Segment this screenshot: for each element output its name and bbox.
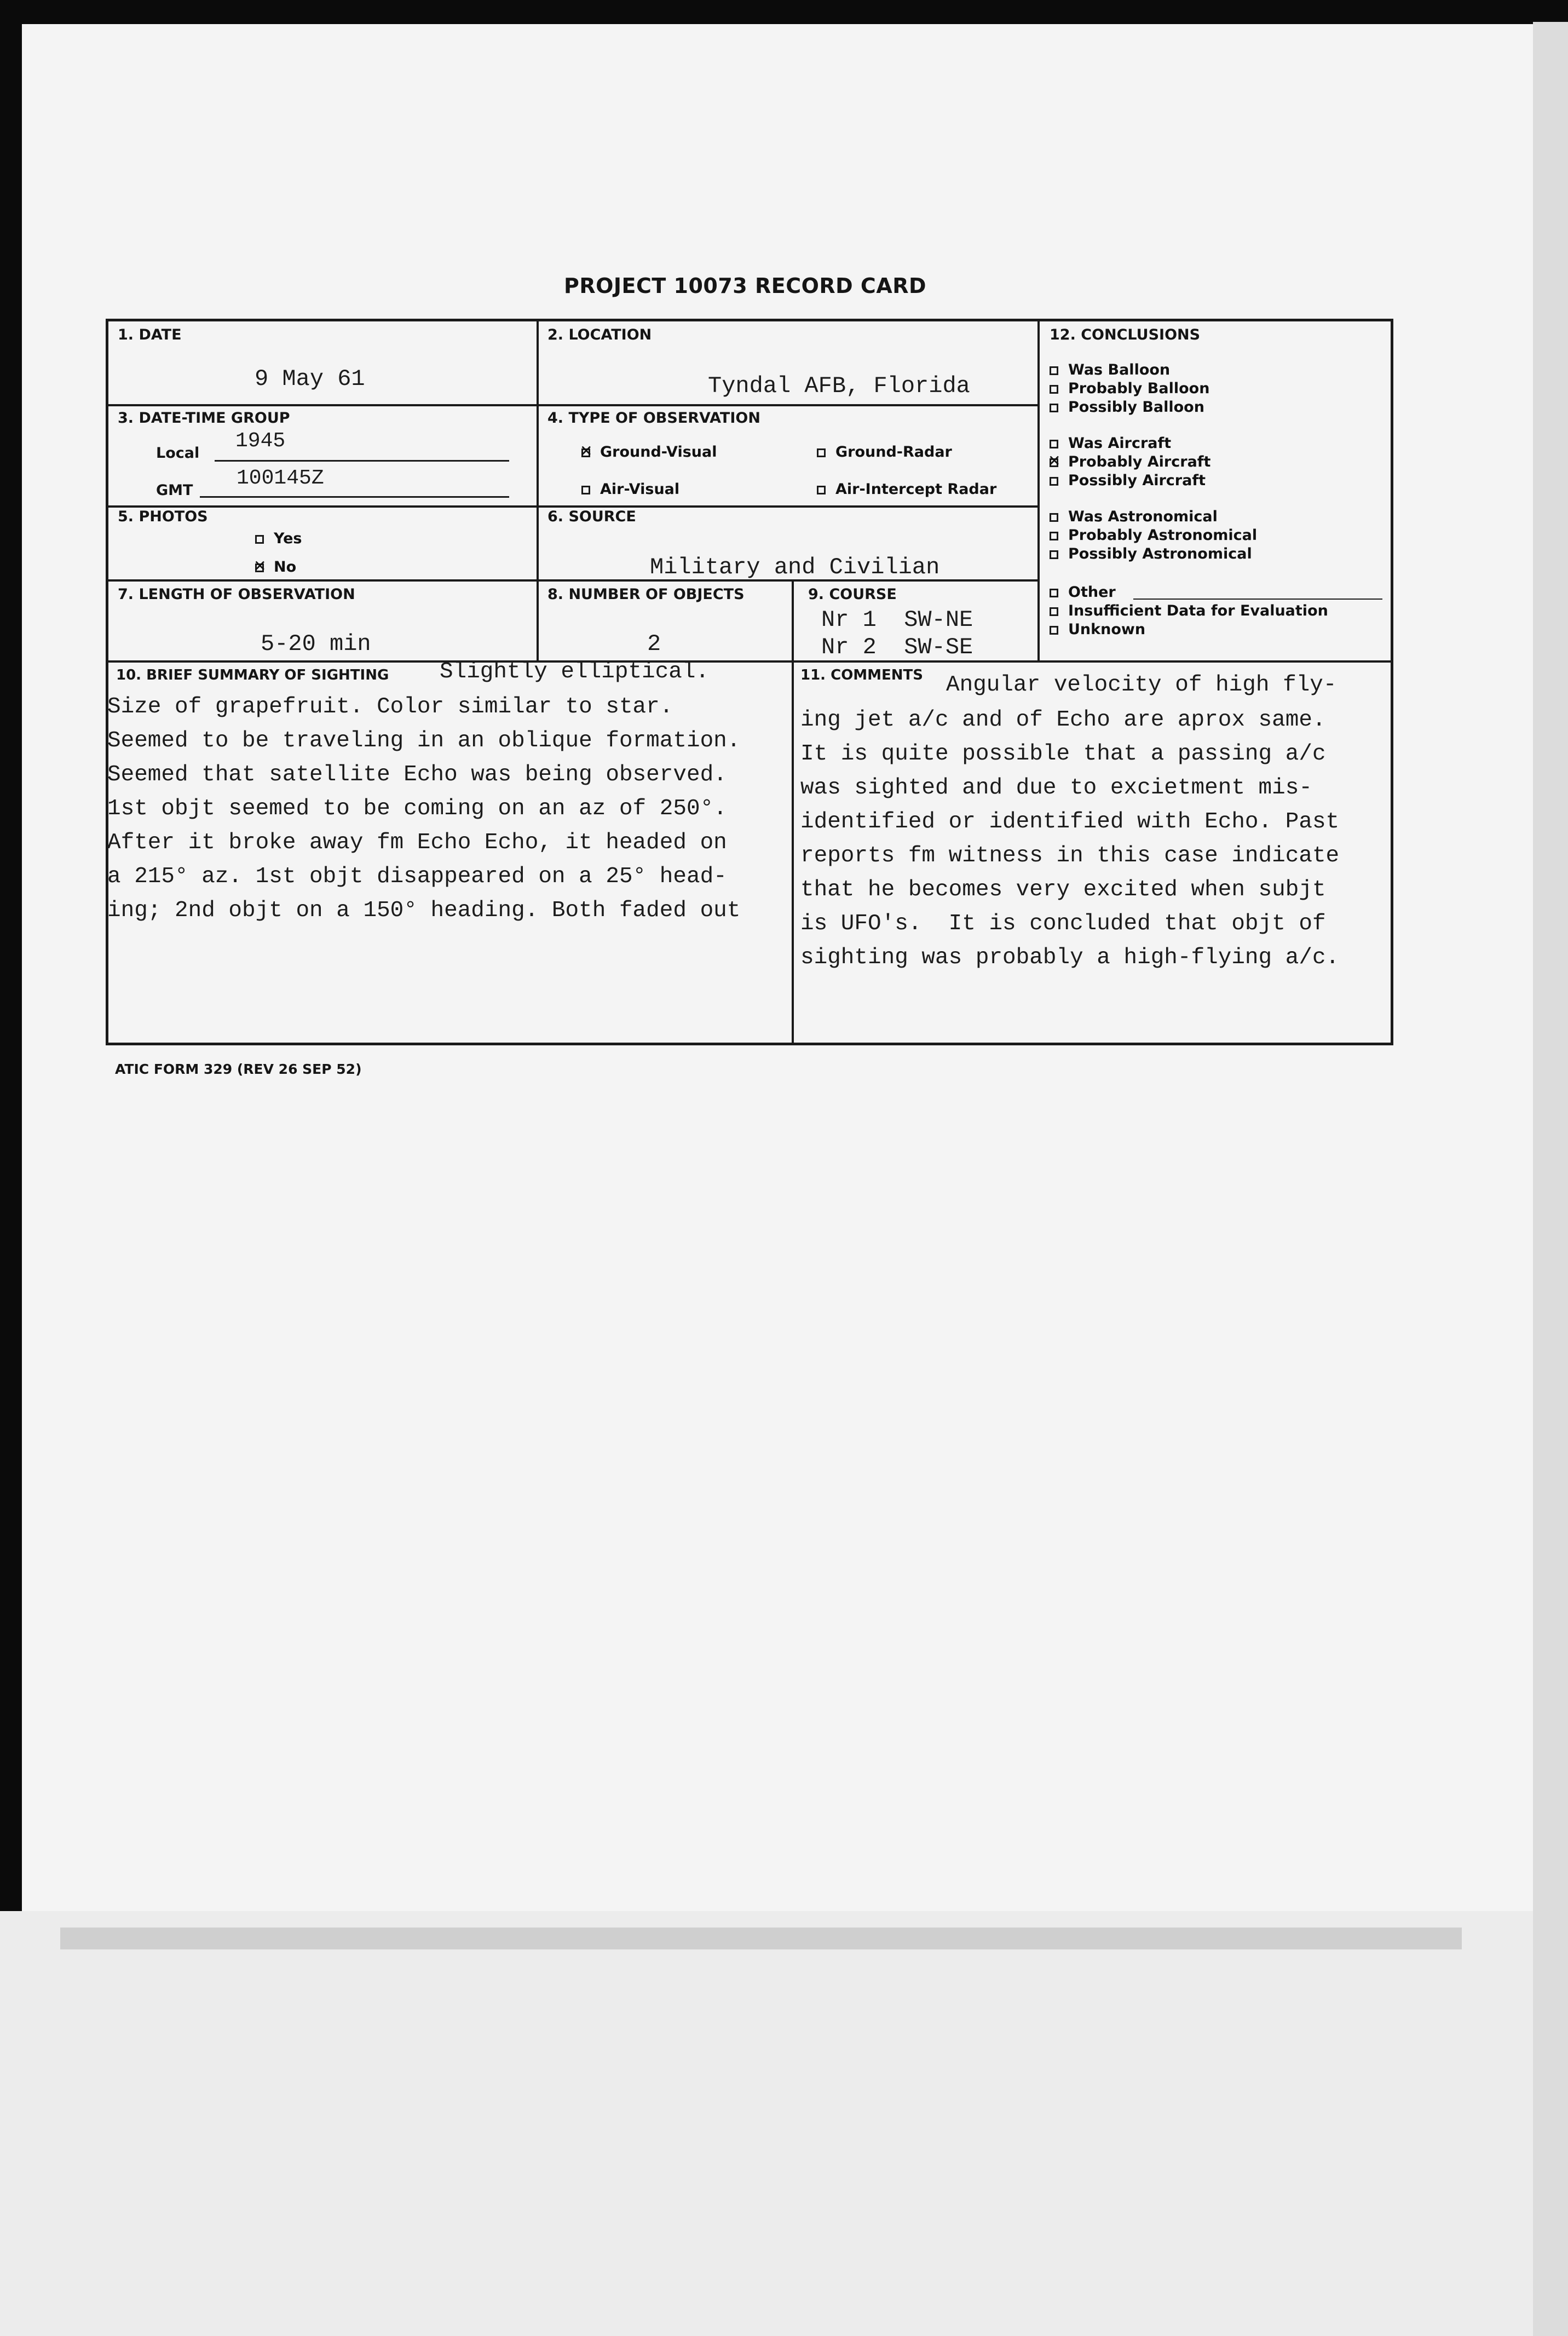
course-line-1: Nr 1 SW-NE <box>821 607 973 633</box>
summary-line: Seemed that satellite Echo was being observed. <box>107 762 727 787</box>
location-label: 2. LOCATION <box>547 326 652 343</box>
checkbox-icon <box>817 486 826 494</box>
comments-first-line: Angular velocity of high fly- <box>946 672 1337 698</box>
checkbox-icon <box>1050 607 1058 616</box>
comment-line: ing jet a/c and of Echo are aprox same. <box>800 707 1326 733</box>
length-of-observation-label: 7. LENGTH OF OBSERVATION <box>118 586 355 603</box>
summary-line: Size of grapefruit. Color similar to star. <box>107 694 673 720</box>
divider <box>106 505 1037 508</box>
conclusion-unknown: Unknown <box>1050 621 1145 638</box>
conclusion-probably-astronomical: Probably Astronomical <box>1050 527 1257 544</box>
checkbox-icon <box>1050 458 1058 467</box>
checkbox-icon <box>1050 589 1058 597</box>
divider <box>537 319 539 660</box>
length-of-observation-value: 5-20 min <box>261 631 371 657</box>
checkbox-icon <box>581 486 590 494</box>
comment-line: was sighted and due to excietment mis- <box>800 775 1312 801</box>
photos-yes: Yes <box>255 530 302 547</box>
summary-line: After it broke away fm Echo Echo, it headed on <box>107 830 727 855</box>
course-label: 9. COURSE <box>808 586 897 603</box>
checkbox-icon <box>1050 532 1058 540</box>
checkbox-icon <box>1050 366 1058 375</box>
source-value: Military and Civilian <box>650 554 940 580</box>
gmt-time-value: 100145Z <box>237 467 324 490</box>
divider <box>1037 319 1040 660</box>
conclusion-possibly-balloon: Possibly Balloon <box>1050 399 1204 416</box>
checkbox-icon <box>581 448 590 457</box>
shadow-band <box>60 1928 1462 1949</box>
photos-no: ✕No <box>255 559 296 576</box>
conclusion-was-aircraft: Was Aircraft <box>1050 435 1171 452</box>
source-label: 6. SOURCE <box>547 508 636 525</box>
type-of-observation-label: 4. TYPE OF OBSERVATION <box>547 410 760 427</box>
number-of-objects-label: 8. NUMBER OF OBJECTS <box>547 586 745 603</box>
brief-summary-text <box>107 690 740 928</box>
checkbox-icon <box>1050 513 1058 522</box>
card-title: PROJECT 10073 RECORD CARD <box>564 274 927 298</box>
summary-line: Seemed to be traveling in an oblique formation. <box>107 728 741 753</box>
option-air-visual: Air-Visual <box>581 481 679 498</box>
checkbox-icon <box>1050 440 1058 448</box>
comments-text <box>800 703 1339 975</box>
option-ground-radar: Ground-Radar <box>817 444 952 461</box>
checkbox-icon <box>255 535 264 544</box>
option-ground-visual: ✕Ground-Visual <box>581 444 717 461</box>
divider <box>792 579 794 1045</box>
local-label: Local <box>156 445 200 462</box>
other-underline <box>1133 599 1382 600</box>
summary-line: a 215° az. 1st objt disappeared on a 25° head- <box>107 864 727 889</box>
comment-line: sighting was probably a high-flying a/c. <box>800 945 1340 970</box>
gmt-underline <box>200 496 509 498</box>
checkbox-icon <box>1050 626 1058 635</box>
conclusions-label: 12. CONCLUSIONS <box>1050 326 1201 343</box>
comment-line: identified or identified with Echo. Past <box>800 809 1340 835</box>
gmt-label: GMT <box>156 482 193 499</box>
divider <box>106 404 1037 406</box>
location-value: Tyndal AFB, Florida <box>708 373 970 399</box>
conclusion-probably-aircraft: ✕Probably Aircraft <box>1050 453 1210 470</box>
form-id: ATIC FORM 329 (REV 26 SEP 52) <box>115 1061 362 1077</box>
checkbox-icon <box>1050 477 1058 486</box>
date-label: 1. DATE <box>118 326 182 343</box>
checkbox-icon <box>1050 550 1058 559</box>
summary-line: 1st objt seemed to be coming on an az of 250°. <box>107 796 727 821</box>
checkbox-icon <box>255 563 264 572</box>
brief-summary-label: 10. BRIEF SUMMARY OF SIGHTING <box>116 667 389 683</box>
number-of-objects-value: 2 <box>647 631 661 657</box>
option-air-intercept-radar: Air-Intercept Radar <box>817 481 996 498</box>
date-time-group-label: 3. DATE-TIME GROUP <box>118 410 290 427</box>
checkbox-icon <box>1050 385 1058 394</box>
comment-line: It is quite possible that a passing a/c <box>800 741 1326 767</box>
local-time-value: 1945 <box>235 429 286 453</box>
conclusion-was-balloon: Was Balloon <box>1050 361 1170 378</box>
right-page-edge <box>1533 22 1568 2336</box>
local-underline <box>215 460 509 462</box>
date-value: 9 May 61 <box>255 366 365 392</box>
conclusion-other: Other <box>1050 584 1116 601</box>
comments-label: 11. COMMENTS <box>800 667 924 683</box>
comment-line: that he becomes very excited when subjt <box>800 877 1326 902</box>
conclusion-possibly-astronomical: Possibly Astronomical <box>1050 545 1252 562</box>
photos-label: 5. PHOTOS <box>118 508 208 525</box>
brief-summary-first-line: Slightly elliptical. <box>440 659 710 684</box>
comment-line: reports fm witness in this case indicate <box>800 843 1340 868</box>
course-line-2: Nr 2 SW-SE <box>821 634 973 660</box>
divider <box>106 660 1393 663</box>
checkbox-icon <box>817 448 826 457</box>
conclusion-probably-balloon: Probably Balloon <box>1050 380 1209 397</box>
lower-page-area <box>0 1911 1568 2336</box>
conclusion-possibly-aircraft: Possibly Aircraft <box>1050 472 1206 489</box>
conclusion-insufficient-data: Insufficient Data for Evaluation <box>1050 602 1328 619</box>
comment-line: is UFO's. It is concluded that objt of <box>800 911 1326 936</box>
conclusion-was-astronomical: Was Astronomical <box>1050 508 1218 525</box>
summary-line: ing; 2nd objt on a 150° heading. Both faded out <box>107 898 741 923</box>
checkbox-icon <box>1050 404 1058 412</box>
